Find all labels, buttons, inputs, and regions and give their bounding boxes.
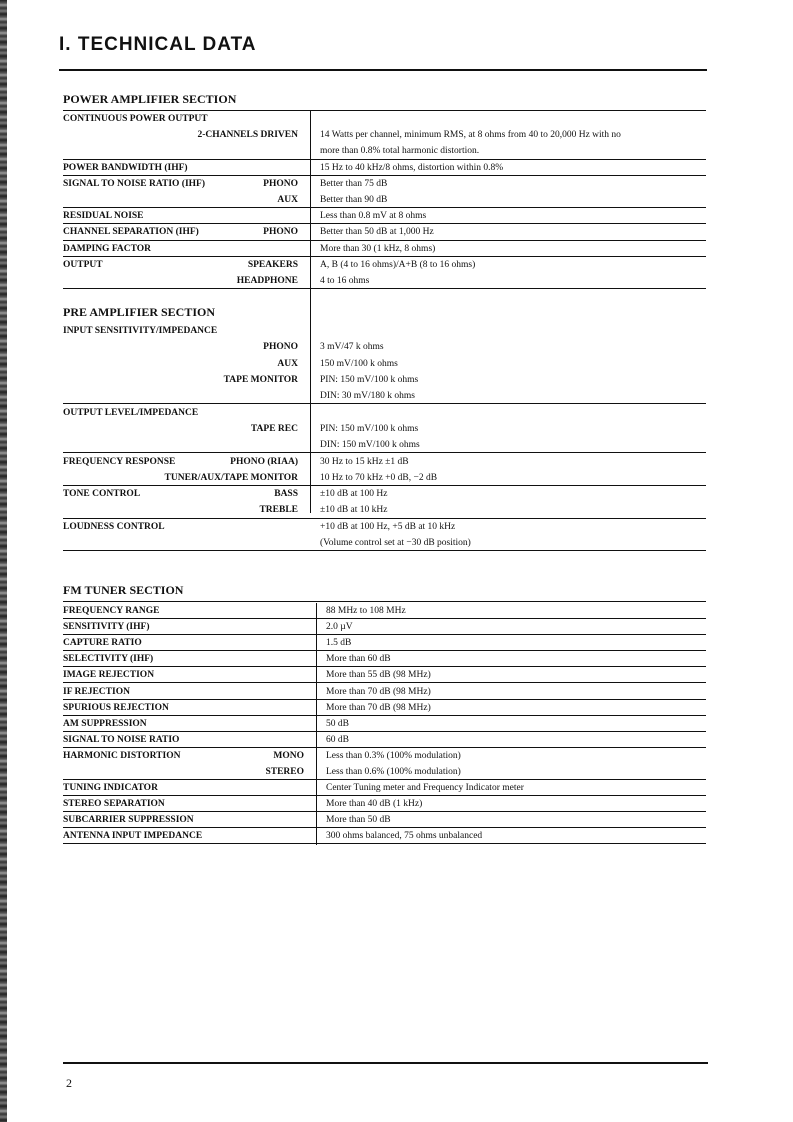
spec-value: PIN: 150 mV/100 k ohms xyxy=(320,423,419,434)
spec-sublabel: TREBLE xyxy=(259,505,298,516)
spec-value-cell xyxy=(310,127,706,143)
spec-value: ±10 dB at 10 kHz xyxy=(320,505,388,516)
spec-label: OUTPUT xyxy=(63,259,103,270)
spec-value: 88 MHz to 108 MHz xyxy=(326,606,406,617)
spec-sublabel: 2-CHANNELS DRIVEN xyxy=(197,130,298,141)
spec-label-cell xyxy=(63,273,310,289)
spec-label-cell xyxy=(63,224,310,240)
spec-row xyxy=(63,603,706,619)
spec-value-cell xyxy=(316,764,706,780)
spec-label-cell xyxy=(63,257,310,273)
spec-label-cell xyxy=(63,453,310,469)
spec-value: 150 mV/100 k ohms xyxy=(320,358,398,369)
spec-label: CONTINUOUS POWER OUTPUT xyxy=(63,114,208,125)
spec-label-cell xyxy=(63,388,310,404)
spec-value: 3 mV/47 k ohms xyxy=(320,342,384,353)
spec-label-cell xyxy=(63,764,316,780)
spec-value: More than 60 dB xyxy=(326,654,391,665)
spec-label-cell xyxy=(63,127,310,143)
spec-value: PIN: 150 mV/100 k ohms xyxy=(320,375,419,386)
spec-label-cell xyxy=(63,780,316,796)
page-number: 2 xyxy=(66,1076,72,1090)
spec-sublabel: TAPE MONITOR xyxy=(223,375,298,386)
spec-value: Less than 0.3% (100% modulation) xyxy=(326,750,461,761)
spec-row xyxy=(63,388,706,404)
spec-sublabel: HEADPHONE xyxy=(236,275,298,286)
spec-row xyxy=(63,421,706,437)
spec-row xyxy=(63,437,706,453)
spec-value: DIN: 30 mV/180 k ohms xyxy=(320,391,415,402)
spec-row xyxy=(63,257,706,273)
spec-label-cell xyxy=(63,372,310,388)
spec-value-cell xyxy=(310,388,706,404)
scan-edge xyxy=(0,0,7,1122)
spec-value: Less than 0.6% (100% modulation) xyxy=(326,766,461,777)
spec-value-cell xyxy=(310,339,706,355)
spec-value: 2.0 µV xyxy=(326,622,353,633)
spec-row xyxy=(63,339,706,355)
spec-label-cell xyxy=(63,192,310,208)
spec-value: DIN: 150 mV/100 k ohms xyxy=(320,440,420,451)
spec-row xyxy=(63,700,706,716)
spec-row xyxy=(63,502,706,518)
spec-label: TUNING INDICATOR xyxy=(63,783,158,794)
spec-label-cell xyxy=(63,812,316,828)
spec-value: 1.5 dB xyxy=(326,638,352,649)
spec-value: 10 Hz to 70 kHz +0 dB, −2 dB xyxy=(320,472,438,483)
spec-label-cell xyxy=(63,421,310,437)
spec-sublabel: SPEAKERS xyxy=(247,259,298,270)
column-divider xyxy=(316,603,317,845)
spec-label: AM SUPPRESSION xyxy=(63,718,147,729)
spec-row xyxy=(63,683,706,699)
spec-row xyxy=(63,764,706,780)
spec-sublabel: AUX xyxy=(277,358,298,369)
spec-label-cell xyxy=(63,651,316,667)
spec-value-cell xyxy=(310,535,706,551)
spec-sublabel: MONO xyxy=(273,750,304,761)
power-section-title: POWER AMPLIFIER SECTION xyxy=(63,92,237,106)
spec-value: Better than 75 dB xyxy=(320,178,388,189)
spec-value: More than 70 dB (98 MHz) xyxy=(326,702,431,713)
spec-value-cell xyxy=(316,667,706,683)
spec-sublabel: PHONO (RIAA) xyxy=(230,456,298,467)
spec-label-cell xyxy=(63,176,310,192)
spec-row xyxy=(63,192,706,208)
spec-value-cell xyxy=(310,486,706,502)
spec-label-cell xyxy=(63,241,310,257)
spec-value-cell xyxy=(310,176,706,192)
spec-label: OUTPUT LEVEL/IMPEDANCE xyxy=(63,407,199,418)
fm-section-title: FM TUNER SECTION xyxy=(63,583,184,597)
spec-label: SUBCARRIER SUPPRESSION xyxy=(63,815,194,826)
spec-value: A, B (4 to 16 ohms)/A+B (8 to 16 ohms) xyxy=(320,259,476,270)
spec-label: INPUT SENSITIVITY/IMPEDANCE xyxy=(63,326,218,337)
spec-row xyxy=(63,716,706,732)
spec-value-cell xyxy=(310,372,706,388)
spec-value-cell xyxy=(310,160,706,176)
spec-value: More than 40 dB (1 kHz) xyxy=(326,799,423,810)
spec-label-cell xyxy=(63,635,316,651)
spec-value-cell xyxy=(316,716,706,732)
spec-label: POWER BANDWIDTH (IHF) xyxy=(63,162,188,173)
spec-label-cell xyxy=(63,160,310,176)
spec-row xyxy=(63,535,706,551)
spec-label: TONE CONTROL xyxy=(63,489,141,500)
spec-value: Less than 0.8 mV at 8 ohms xyxy=(320,211,427,222)
spec-label-cell xyxy=(63,502,310,518)
spec-label-cell xyxy=(63,519,310,535)
spec-value: Better than 90 dB xyxy=(320,195,388,206)
spec-value: 30 Hz to 15 kHz ±1 dB xyxy=(320,456,409,467)
spec-value: Center Tuning meter and Frequency Indicator meter xyxy=(326,783,524,794)
spec-value-cell xyxy=(316,828,706,844)
spec-sublabel: PHONO xyxy=(263,178,298,189)
spec-row xyxy=(63,404,706,420)
spec-label-cell xyxy=(63,683,316,699)
spec-label: STEREO SEPARATION xyxy=(63,799,165,810)
spec-value-cell xyxy=(310,323,706,339)
spec-row xyxy=(63,224,706,240)
spec-row xyxy=(63,519,706,535)
pre-section-title: PRE AMPLIFIER SECTION xyxy=(63,305,216,319)
spec-label: IMAGE REJECTION xyxy=(63,670,155,681)
spec-value-cell xyxy=(310,356,706,372)
spec-row xyxy=(63,635,706,651)
spec-value: 15 Hz to 40 kHz/8 ohms, distortion within 0.8% xyxy=(320,162,504,173)
spec-value: 4 to 16 ohms xyxy=(320,275,370,286)
spec-value: Better than 50 dB at 1,000 Hz xyxy=(320,227,434,238)
spec-label-cell xyxy=(63,111,310,127)
spec-sublabel: PHONO xyxy=(263,342,298,353)
spec-label: FREQUENCY RANGE xyxy=(63,606,160,617)
spec-label-cell xyxy=(63,603,316,619)
power-spec-table xyxy=(63,111,706,289)
spec-value-cell xyxy=(310,192,706,208)
spec-label-cell xyxy=(63,748,316,764)
spec-row xyxy=(63,143,706,159)
spec-label: CAPTURE RATIO xyxy=(63,638,142,649)
spec-value-cell xyxy=(316,780,706,796)
spec-row xyxy=(63,667,706,683)
title-rule xyxy=(59,69,707,71)
spec-value-cell xyxy=(316,635,706,651)
spec-value-cell xyxy=(310,257,706,273)
spec-label-cell xyxy=(63,437,310,453)
spec-sublabel: TAPE REC xyxy=(250,423,298,434)
spec-label-cell xyxy=(63,796,316,812)
spec-label: IF REJECTION xyxy=(63,686,130,697)
spec-label-cell xyxy=(63,356,310,372)
spec-value-cell xyxy=(310,421,706,437)
spec-value-cell xyxy=(310,111,706,127)
spec-value-cell xyxy=(310,437,706,453)
spec-label: ANTENNA INPUT IMPEDANCE xyxy=(63,831,203,842)
pre-spec-table xyxy=(63,323,706,551)
spec-row xyxy=(63,127,706,143)
spec-row xyxy=(63,176,706,192)
fm-spec-table xyxy=(63,603,706,844)
spec-label-cell xyxy=(63,667,316,683)
spec-label-cell xyxy=(63,700,316,716)
spec-row xyxy=(63,241,706,257)
spec-value: (Volume control set at −30 dB position) xyxy=(320,538,471,548)
spec-value-cell xyxy=(310,143,706,159)
spec-value-cell xyxy=(310,241,706,257)
spec-row xyxy=(63,453,706,469)
page-title: I. TECHNICAL DATA xyxy=(59,34,257,55)
spec-label: DAMPING FACTOR xyxy=(63,243,152,254)
spec-value: More than 50 dB xyxy=(326,815,391,826)
spec-value-cell xyxy=(316,651,706,667)
spec-row xyxy=(63,780,706,796)
spec-label: SPURIOUS REJECTION xyxy=(63,702,169,713)
column-divider xyxy=(310,285,311,513)
spec-value-cell xyxy=(316,796,706,812)
spec-value: 50 dB xyxy=(326,718,349,729)
spec-sublabel: STEREO xyxy=(265,766,304,777)
spec-label-cell xyxy=(63,619,316,635)
spec-label-cell xyxy=(63,716,316,732)
spec-value-cell xyxy=(316,619,706,635)
spec-value-cell xyxy=(310,519,706,535)
spec-value-cell xyxy=(310,502,706,518)
spec-value-cell xyxy=(316,732,706,748)
spec-label: SENSITIVITY (IHF) xyxy=(63,622,150,633)
spec-value-cell xyxy=(316,700,706,716)
spec-value: 300 ohms balanced, 75 ohms unbalanced xyxy=(326,831,483,842)
spec-row xyxy=(63,208,706,224)
spec-label: SIGNAL TO NOISE RATIO xyxy=(63,734,180,745)
spec-row xyxy=(63,651,706,667)
spec-value-cell xyxy=(310,224,706,240)
spec-row xyxy=(63,372,706,388)
spec-label-cell xyxy=(63,208,310,224)
spec-row xyxy=(63,732,706,748)
spec-value-cell xyxy=(310,453,706,469)
spec-label-cell xyxy=(63,486,310,502)
spec-label-cell xyxy=(63,470,310,486)
spec-row xyxy=(63,111,706,127)
footer-rule xyxy=(63,1062,708,1064)
spec-label-cell xyxy=(63,323,310,339)
spec-label: HARMONIC DISTORTION xyxy=(63,750,181,761)
fm-top-line xyxy=(63,601,706,602)
spec-sublabel: TUNER/AUX/TAPE MONITOR xyxy=(164,472,298,483)
spec-row xyxy=(63,470,706,486)
spec-label-cell xyxy=(63,143,310,159)
spec-label: CHANNEL SEPARATION (IHF) xyxy=(63,227,199,238)
spec-label-cell xyxy=(63,535,310,551)
spec-value: More than 55 dB (98 MHz) xyxy=(326,670,431,681)
spec-label-cell xyxy=(63,404,310,420)
spec-label: SIGNAL TO NOISE RATIO (IHF) xyxy=(63,178,206,189)
spec-label: RESIDUAL NOISE xyxy=(63,211,144,222)
spec-label: FREQUENCY RESPONSE xyxy=(63,456,176,467)
spec-row xyxy=(63,160,706,176)
spec-row xyxy=(63,273,706,289)
spec-row xyxy=(63,796,706,812)
spec-value-cell xyxy=(310,470,706,486)
spec-value: +10 dB at 100 Hz, +5 dB at 10 kHz xyxy=(320,521,456,532)
spec-label: LOUDNESS CONTROL xyxy=(63,521,165,532)
spec-label-cell xyxy=(63,732,316,748)
spec-value-cell xyxy=(316,603,706,619)
spec-value-cell xyxy=(316,748,706,764)
spec-label-cell xyxy=(63,339,310,355)
spec-value: 60 dB xyxy=(326,734,349,745)
spec-sublabel: BASS xyxy=(274,489,298,500)
spec-sublabel: AUX xyxy=(277,195,298,206)
spec-row xyxy=(63,828,706,844)
spec-row xyxy=(63,486,706,502)
spec-value: More than 70 dB (98 MHz) xyxy=(326,686,431,697)
spec-value-cell xyxy=(310,404,706,420)
spec-value-cell xyxy=(310,273,706,289)
spec-row xyxy=(63,323,706,339)
spec-row xyxy=(63,812,706,828)
spec-label: SELECTIVITY (IHF) xyxy=(63,654,154,665)
spec-value-cell xyxy=(310,208,706,224)
spec-value-cell xyxy=(316,812,706,828)
spec-label-cell xyxy=(63,828,316,844)
spec-value: 14 Watts per channel, minimum RMS, at 8 ohms from 40 to 20,000 Hz with no xyxy=(320,130,621,141)
spec-sublabel: PHONO xyxy=(263,227,298,238)
spec-value: more than 0.8% total harmonic distortion. xyxy=(320,146,480,157)
spec-row xyxy=(63,748,706,764)
spec-value: ±10 dB at 100 Hz xyxy=(320,489,388,500)
spec-row xyxy=(63,356,706,372)
spec-value-cell xyxy=(316,683,706,699)
spec-row xyxy=(63,619,706,635)
spec-value: More than 30 (1 kHz, 8 ohms) xyxy=(320,243,436,254)
